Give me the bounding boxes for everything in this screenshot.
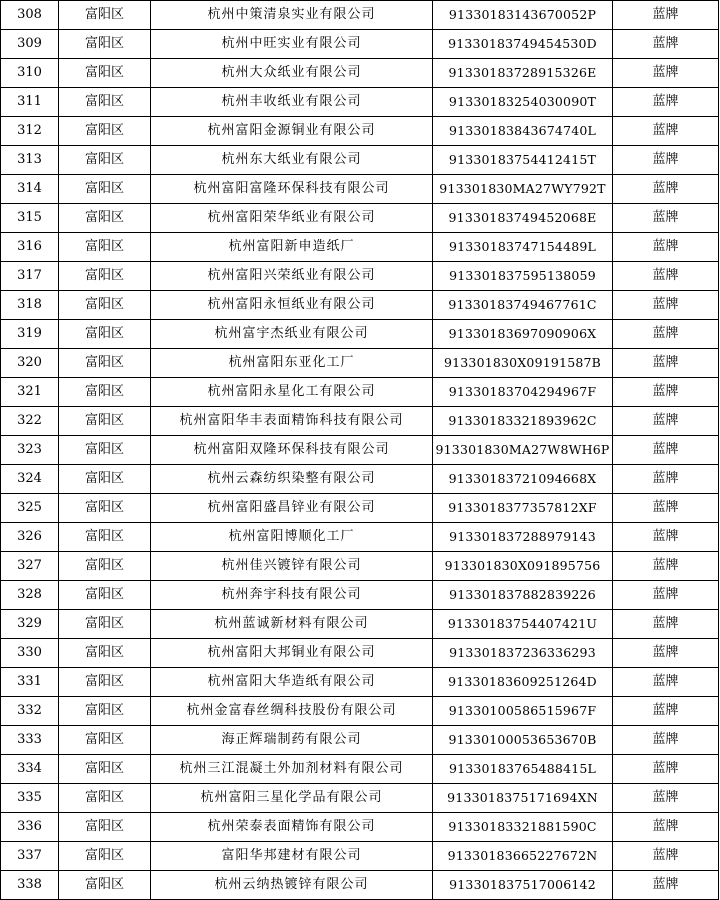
table-row xyxy=(1,436,719,465)
district-cell: 富阳区 xyxy=(59,88,151,117)
row-number-cell: 323 xyxy=(1,436,59,465)
credit-code-cell: 91330183765488415L xyxy=(433,755,613,784)
credit-code-cell: 913301837517006142 xyxy=(433,871,613,900)
company-name-cell: 杭州东大纸业有限公司 xyxy=(151,146,433,175)
company-name-cell: 杭州中旺实业有限公司 xyxy=(151,30,433,59)
credit-code-cell: 913301830MA27W8WH6P xyxy=(433,436,613,465)
company-name-cell: 杭州富阳永星化工有限公司 xyxy=(151,378,433,407)
company-name-cell: 杭州富阳新申造纸厂 xyxy=(151,233,433,262)
company-name-cell: 杭州富阳大邦铜业有限公司 xyxy=(151,639,433,668)
company-name-cell: 富阳华邦建材有限公司 xyxy=(151,842,433,871)
table-row xyxy=(1,407,719,436)
row-number-cell: 319 xyxy=(1,320,59,349)
plate-type-cell: 蓝牌 xyxy=(613,639,719,668)
row-number-cell: 326 xyxy=(1,523,59,552)
company-name-cell: 杭州富阳兴荣纸业有限公司 xyxy=(151,262,433,291)
company-name-cell: 杭州富阳金源铜业有限公司 xyxy=(151,117,433,146)
plate-type-cell: 蓝牌 xyxy=(613,146,719,175)
row-number-cell: 320 xyxy=(1,349,59,378)
table-row xyxy=(1,494,719,523)
table-row xyxy=(1,871,719,900)
company-name-cell: 杭州富阳荣华纸业有限公司 xyxy=(151,204,433,233)
credit-code-cell: 91330183609251264D xyxy=(433,668,613,697)
company-name-cell: 杭州荣泰表面精饰有限公司 xyxy=(151,813,433,842)
credit-code-cell: 913301837288979143 xyxy=(433,523,613,552)
row-number-cell: 309 xyxy=(1,30,59,59)
table-row xyxy=(1,262,719,291)
credit-code-cell: 913301830MA27WY792T xyxy=(433,175,613,204)
credit-code-cell: 91330183728915326E xyxy=(433,59,613,88)
district-cell: 富阳区 xyxy=(59,117,151,146)
table-row xyxy=(1,117,719,146)
district-cell: 富阳区 xyxy=(59,610,151,639)
district-cell: 富阳区 xyxy=(59,262,151,291)
company-name-cell: 杭州三江混凝土外加剂材料有限公司 xyxy=(151,755,433,784)
table-row xyxy=(1,668,719,697)
plate-type-cell: 蓝牌 xyxy=(613,523,719,552)
row-number-cell: 331 xyxy=(1,668,59,697)
plate-type-cell: 蓝牌 xyxy=(613,581,719,610)
district-cell: 富阳区 xyxy=(59,813,151,842)
table-row xyxy=(1,291,719,320)
plate-type-cell: 蓝牌 xyxy=(613,117,719,146)
plate-type-cell: 蓝牌 xyxy=(613,204,719,233)
row-number-cell: 313 xyxy=(1,146,59,175)
plate-type-cell: 蓝牌 xyxy=(613,842,719,871)
table-row xyxy=(1,204,719,233)
district-cell: 富阳区 xyxy=(59,175,151,204)
credit-code-cell: 91330183704294967F xyxy=(433,378,613,407)
table-row xyxy=(1,465,719,494)
row-number-cell: 322 xyxy=(1,407,59,436)
district-cell: 富阳区 xyxy=(59,59,151,88)
district-cell: 富阳区 xyxy=(59,1,151,30)
credit-code-cell: 91330183843674740L xyxy=(433,117,613,146)
table-row xyxy=(1,639,719,668)
district-cell: 富阳区 xyxy=(59,30,151,59)
row-number-cell: 310 xyxy=(1,59,59,88)
plate-type-cell: 蓝牌 xyxy=(613,436,719,465)
district-cell: 富阳区 xyxy=(59,755,151,784)
plate-type-cell: 蓝牌 xyxy=(613,494,719,523)
district-cell: 富阳区 xyxy=(59,581,151,610)
plate-type-cell: 蓝牌 xyxy=(613,784,719,813)
district-cell: 富阳区 xyxy=(59,465,151,494)
company-name-cell: 杭州富阳永恒纸业有限公司 xyxy=(151,291,433,320)
plate-type-cell: 蓝牌 xyxy=(613,552,719,581)
credit-code-cell: 91330183254030090T xyxy=(433,88,613,117)
row-number-cell: 335 xyxy=(1,784,59,813)
credit-code-cell: 91330100053653670B xyxy=(433,726,613,755)
row-number-cell: 316 xyxy=(1,233,59,262)
company-name-cell: 杭州富阳富隆环保科技有限公司 xyxy=(151,175,433,204)
plate-type-cell: 蓝牌 xyxy=(613,697,719,726)
table-row xyxy=(1,88,719,117)
district-cell: 富阳区 xyxy=(59,320,151,349)
plate-type-cell: 蓝牌 xyxy=(613,59,719,88)
plate-type-cell: 蓝牌 xyxy=(613,320,719,349)
table-row xyxy=(1,552,719,581)
table-row xyxy=(1,175,719,204)
table-row xyxy=(1,1,719,30)
table-row xyxy=(1,523,719,552)
district-cell: 富阳区 xyxy=(59,871,151,900)
table-row xyxy=(1,697,719,726)
row-number-cell: 334 xyxy=(1,755,59,784)
row-number-cell: 314 xyxy=(1,175,59,204)
row-number-cell: 311 xyxy=(1,88,59,117)
district-cell: 富阳区 xyxy=(59,552,151,581)
credit-code-cell: 91330100586515967F xyxy=(433,697,613,726)
row-number-cell: 329 xyxy=(1,610,59,639)
company-name-cell: 杭州富阳三星化学品有限公司 xyxy=(151,784,433,813)
district-cell: 富阳区 xyxy=(59,233,151,262)
company-name-cell: 杭州云纳热镀锌有限公司 xyxy=(151,871,433,900)
plate-type-cell: 蓝牌 xyxy=(613,378,719,407)
credit-code-cell: 91330183747154489L xyxy=(433,233,613,262)
table-row xyxy=(1,842,719,871)
plate-type-cell: 蓝牌 xyxy=(613,407,719,436)
company-name-cell: 海正辉瑞制药有限公司 xyxy=(151,726,433,755)
credit-code-cell: 9133018375171694XN xyxy=(433,784,613,813)
district-cell: 富阳区 xyxy=(59,726,151,755)
row-number-cell: 321 xyxy=(1,378,59,407)
company-name-cell: 杭州金富春丝绸科技股份有限公司 xyxy=(151,697,433,726)
row-number-cell: 336 xyxy=(1,813,59,842)
company-name-cell: 杭州富宇杰纸业有限公司 xyxy=(151,320,433,349)
plate-type-cell: 蓝牌 xyxy=(613,755,719,784)
district-cell: 富阳区 xyxy=(59,349,151,378)
credit-code-cell: 91330183143670052P xyxy=(433,1,613,30)
row-number-cell: 328 xyxy=(1,581,59,610)
table-row xyxy=(1,784,719,813)
plate-type-cell: 蓝牌 xyxy=(613,30,719,59)
credit-code-cell: 91330183665227672N xyxy=(433,842,613,871)
company-name-cell: 杭州富阳盛昌锌业有限公司 xyxy=(151,494,433,523)
table-row xyxy=(1,59,719,88)
company-name-cell: 杭州丰收纸业有限公司 xyxy=(151,88,433,117)
credit-code-cell: 91330183749454530D xyxy=(433,30,613,59)
plate-type-cell: 蓝牌 xyxy=(613,813,719,842)
table-row xyxy=(1,813,719,842)
credit-code-cell: 91330183754407421U xyxy=(433,610,613,639)
company-name-cell: 杭州大众纸业有限公司 xyxy=(151,59,433,88)
credit-code-cell: 91330183773578​12XF xyxy=(433,494,613,523)
table-row xyxy=(1,146,719,175)
plate-type-cell: 蓝牌 xyxy=(613,262,719,291)
company-name-cell: 杭州富阳华丰表面精饰科技有限公司 xyxy=(151,407,433,436)
row-number-cell: 327 xyxy=(1,552,59,581)
row-number-cell: 312 xyxy=(1,117,59,146)
table-body xyxy=(1,1,719,900)
credit-code-cell: 913301837882839226 xyxy=(433,581,613,610)
credit-code-cell: 91330183697090906X xyxy=(433,320,613,349)
district-cell: 富阳区 xyxy=(59,378,151,407)
row-number-cell: 332 xyxy=(1,697,59,726)
company-name-cell: 杭州云森纺织染整有限公司 xyxy=(151,465,433,494)
row-number-cell: 330 xyxy=(1,639,59,668)
district-cell: 富阳区 xyxy=(59,146,151,175)
table-row xyxy=(1,726,719,755)
credit-code-cell: 91330183721094668X xyxy=(433,465,613,494)
row-number-cell: 318 xyxy=(1,291,59,320)
plate-type-cell: 蓝牌 xyxy=(613,349,719,378)
company-name-cell: 杭州富阳东亚化工厂 xyxy=(151,349,433,378)
credit-code-cell: 91330183754412415T xyxy=(433,146,613,175)
row-number-cell: 338 xyxy=(1,871,59,900)
plate-type-cell: 蓝牌 xyxy=(613,871,719,900)
table-row xyxy=(1,581,719,610)
company-name-cell: 杭州富阳双隆环保科技有限公司 xyxy=(151,436,433,465)
district-cell: 富阳区 xyxy=(59,639,151,668)
credit-code-cell: 91330183749467761C xyxy=(433,291,613,320)
credit-code-cell: 913301830X09191587B xyxy=(433,349,613,378)
company-name-cell: 杭州奔宇科技有限公司 xyxy=(151,581,433,610)
row-number-cell: 317 xyxy=(1,262,59,291)
table-row xyxy=(1,233,719,262)
plate-type-cell: 蓝牌 xyxy=(613,726,719,755)
credit-code-cell: 913301837236336293 xyxy=(433,639,613,668)
table-row xyxy=(1,349,719,378)
row-number-cell: 308 xyxy=(1,1,59,30)
table-row xyxy=(1,610,719,639)
plate-type-cell: 蓝牌 xyxy=(613,465,719,494)
table-row xyxy=(1,378,719,407)
district-cell: 富阳区 xyxy=(59,436,151,465)
district-cell: 富阳区 xyxy=(59,494,151,523)
credit-code-cell: 91330183759513805​9 xyxy=(433,262,613,291)
company-name-cell: 杭州富阳大华造纸有限公司 xyxy=(151,668,433,697)
credit-code-cell: 91330183321893962C xyxy=(433,407,613,436)
credit-code-cell: 913301830X091895756 xyxy=(433,552,613,581)
district-cell: 富阳区 xyxy=(59,784,151,813)
district-cell: 富阳区 xyxy=(59,842,151,871)
company-name-cell: 杭州中策清泉实业有限公司 xyxy=(151,1,433,30)
plate-type-cell: 蓝牌 xyxy=(613,291,719,320)
row-number-cell: 315 xyxy=(1,204,59,233)
plate-type-cell: 蓝牌 xyxy=(613,610,719,639)
plate-type-cell: 蓝牌 xyxy=(613,668,719,697)
district-cell: 富阳区 xyxy=(59,697,151,726)
company-name-cell: 杭州富阳博顺化工厂 xyxy=(151,523,433,552)
plate-type-cell: 蓝牌 xyxy=(613,175,719,204)
credit-code-cell: 91330183749452068E xyxy=(433,204,613,233)
row-number-cell: 324 xyxy=(1,465,59,494)
district-cell: 富阳区 xyxy=(59,407,151,436)
company-name-cell: 杭州蓝诚新材料有限公司 xyxy=(151,610,433,639)
plate-type-cell: 蓝牌 xyxy=(613,233,719,262)
credit-code-cell: 91330183321881590C xyxy=(433,813,613,842)
plate-type-cell: 蓝牌 xyxy=(613,88,719,117)
row-number-cell: 337 xyxy=(1,842,59,871)
district-cell: 富阳区 xyxy=(59,668,151,697)
company-name-cell: 杭州佳兴镀锌有限公司 xyxy=(151,552,433,581)
district-cell: 富阳区 xyxy=(59,204,151,233)
plate-type-cell: 蓝牌 xyxy=(613,1,719,30)
district-cell: 富阳区 xyxy=(59,291,151,320)
table-row xyxy=(1,30,719,59)
district-cell: 富阳区 xyxy=(59,523,151,552)
row-number-cell: 333 xyxy=(1,726,59,755)
row-number-cell: 325 xyxy=(1,494,59,523)
table-row xyxy=(1,320,719,349)
table-row xyxy=(1,755,719,784)
